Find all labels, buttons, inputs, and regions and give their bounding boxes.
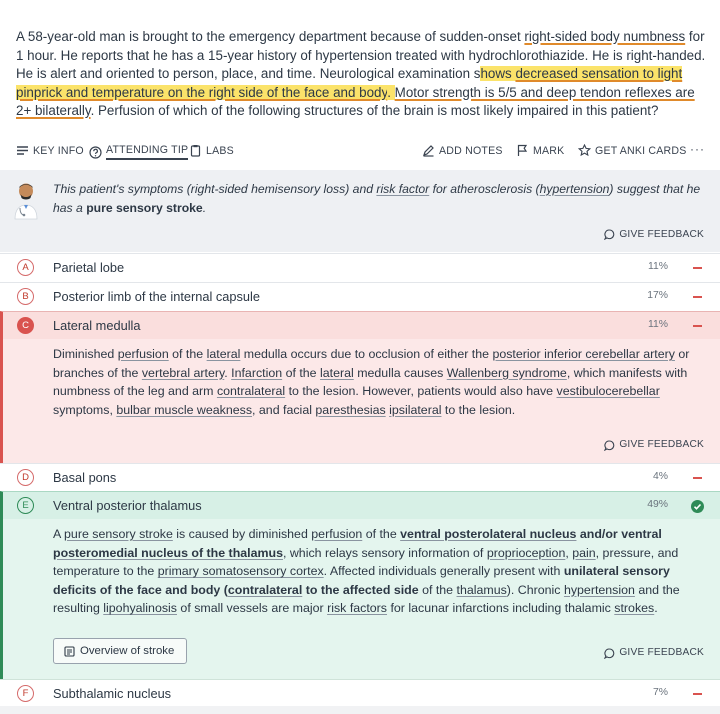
- question-toolbar: [16, 142, 704, 164]
- option-letter: D: [17, 469, 34, 486]
- flag-icon: [516, 144, 529, 157]
- stem-underlined-finding[interactable]: Motor strength is 5/5 and deep tendon reflexes are 2+ bilaterally: [16, 84, 695, 118]
- option-percent: 7%: [652, 687, 668, 698]
- article-icon: [64, 646, 75, 657]
- collapse-minus-icon[interactable]: [693, 267, 702, 269]
- expl-link[interactable]: hypertension: [563, 582, 635, 597]
- expl-link[interactable]: bulbar muscle weakness: [116, 402, 253, 417]
- expl-text: , pressure, and temperature to the: [53, 545, 679, 579]
- expl-text: medulla causes: [353, 365, 447, 380]
- labs-label: LABS: [206, 144, 234, 157]
- tip-text: for atherosclerosis (: [429, 182, 540, 196]
- option-letter: E: [17, 497, 34, 514]
- speech-bubble-icon: [604, 229, 615, 240]
- expl-link[interactable]: Infarction: [231, 365, 283, 380]
- stem-text: A 58-year-old man is brought to the emergency department because of sudden-onset: [16, 29, 525, 44]
- mark-label: MARK: [533, 144, 565, 157]
- answer-option-f[interactable]: [0, 679, 720, 707]
- option-text: Posterior limb of the internal capsule: [53, 289, 260, 304]
- key-info-label: KEY INFO: [33, 144, 84, 157]
- speech-bubble-icon: [604, 648, 615, 659]
- expl-link[interactable]: proprioception: [486, 545, 566, 560]
- give-feedback-label: GIVE FEEDBACK: [619, 229, 704, 240]
- expl-link[interactable]: pain: [572, 545, 596, 560]
- stem-highlight: hows: [480, 66, 516, 81]
- answer-option-a[interactable]: [0, 253, 720, 281]
- expl-text: for lacunar infarctions including thalamic: [387, 601, 615, 616]
- expl-link[interactable]: primary somatosensory cortex: [157, 564, 324, 579]
- expl-text: Diminished: [53, 347, 118, 361]
- give-feedback-button[interactable]: [604, 229, 704, 240]
- star-icon: [578, 144, 591, 157]
- expl-link[interactable]: lipohyalinosis: [103, 601, 177, 616]
- expl-text: . Affected individuals generally present with: [323, 564, 564, 579]
- expl-text: of the: [168, 347, 207, 361]
- tip-text: ) suggest that he has a: [53, 182, 701, 215]
- anki-cards-label: GET ANKI CARDS: [595, 144, 687, 157]
- tip-text: .: [202, 201, 207, 215]
- stem-text: for 1 hour. He reports that he has a 15-year history of hypertension treated with hydrochlorothiazide. He is right-handed. He is alert and oriented to person, place, and time. Neurological examination s: [16, 29, 706, 81]
- expl-link[interactable]: risk factors: [327, 601, 388, 616]
- expl-text: or branches of the: [53, 347, 690, 380]
- clipboard-icon: [189, 144, 202, 157]
- expl-bold-text: to the affected side: [302, 582, 419, 597]
- explanation-option-c: [0, 339, 720, 463]
- tip-bold-term: pure sensory stroke: [86, 201, 203, 215]
- mark-button[interactable]: [516, 144, 564, 157]
- attending-tip-panel: [0, 170, 720, 252]
- expl-text: , and facial: [252, 402, 316, 417]
- explanation-option-e: [0, 519, 720, 679]
- collapse-minus-icon[interactable]: [693, 477, 702, 479]
- option-text: Ventral posterior thalamus: [53, 498, 202, 513]
- correct-check-icon: [691, 500, 704, 513]
- expl-text: ,: [565, 545, 573, 560]
- expl-text: symptoms,: [53, 402, 117, 417]
- question-stem: [16, 28, 708, 121]
- answer-option-e[interactable]: [0, 491, 720, 519]
- tip-link[interactable]: risk factor: [376, 182, 430, 196]
- option-percent: 17%: [647, 290, 668, 301]
- expl-link[interactable]: vestibulocerebellar: [556, 384, 660, 399]
- attending-tip-button[interactable]: [89, 144, 188, 160]
- pencil-icon: [422, 144, 435, 157]
- tip-link[interactable]: hypertension: [539, 182, 610, 196]
- expl-bold-text: (: [220, 582, 228, 597]
- expl-link[interactable]: posterior inferior cerebellar artery: [492, 347, 675, 361]
- expl-link[interactable]: strokes: [614, 601, 655, 616]
- expl-text: of the: [282, 365, 321, 380]
- expl-link[interactable]: ipsilateral: [389, 402, 442, 417]
- option-text: Subthalamic nucleus: [53, 686, 172, 701]
- question-circle-icon: [89, 146, 102, 159]
- expl-text: of small vessels are major: [176, 601, 328, 616]
- question-text: [16, 28, 708, 121]
- expl-bold-text: and/or ventral: [576, 527, 662, 541]
- expl-link[interactable]: vertebral artery: [141, 365, 225, 380]
- give-feedback-label: GIVE FEEDBACK: [619, 647, 704, 658]
- expl-text: of the: [362, 527, 401, 541]
- collapse-minus-icon[interactable]: [693, 325, 702, 327]
- stem-highlighted-finding[interactable]: decreased sensation to light pinprick and temperature on the right side of the face and body: [16, 66, 683, 100]
- option-text: Lateral medulla: [53, 318, 141, 333]
- expl-text: of the: [418, 582, 457, 597]
- collapse-minus-icon[interactable]: [693, 693, 702, 695]
- give-feedback-button[interactable]: [604, 644, 704, 663]
- overview-button-label: Overview of stroke: [80, 644, 175, 657]
- answer-option-c[interactable]: [0, 311, 720, 339]
- option-percent: 4%: [652, 471, 668, 482]
- expl-link[interactable]: pure sensory stroke: [64, 527, 173, 541]
- stem-underlined-finding[interactable]: right-sided body numbness: [524, 29, 686, 44]
- expl-text: and the resulting: [53, 582, 680, 616]
- labs-button[interactable]: [189, 144, 234, 157]
- expl-text: A: [53, 527, 65, 541]
- doctor-avatar-icon: [12, 182, 40, 220]
- stem-highlight: .: [387, 84, 395, 100]
- option-letter: C: [17, 317, 34, 334]
- option-letter: A: [17, 259, 34, 276]
- expl-text: to the lesion.: [441, 402, 516, 417]
- expl-text: , which manifests with numbness of the leg and arm: [53, 365, 688, 399]
- expl-text: medulla occurs due to occlusion of either the: [240, 347, 493, 361]
- expl-bold-link[interactable]: ventral posterolateral nucleus: [400, 527, 577, 541]
- expl-link[interactable]: lateral: [320, 365, 354, 380]
- expl-bold-link[interactable]: contralateral: [227, 582, 303, 597]
- tip-text: This patient's symptoms (right-sided hemisensory loss) and: [53, 182, 377, 196]
- add-notes-label: ADD NOTES: [439, 144, 503, 157]
- attending-tip-label: ATTENDING TIP: [106, 144, 188, 160]
- option-text: Parietal lobe: [53, 260, 125, 275]
- explanation-text: [53, 525, 703, 618]
- option-letter: B: [17, 288, 34, 305]
- option-percent: 11%: [647, 319, 668, 330]
- expl-bold-link[interactable]: posteromedial nucleus of the thalamus: [53, 545, 283, 560]
- answer-option-b[interactable]: [0, 282, 720, 310]
- expl-bold-text: unilateral sensory deficits of the face and body: [53, 564, 670, 597]
- expl-text: , which relays sensory information of: [282, 545, 487, 560]
- add-notes-button[interactable]: [422, 144, 503, 157]
- expl-link[interactable]: perfusion: [117, 347, 169, 361]
- anki-cards-button[interactable]: [578, 144, 687, 157]
- expl-text: .: [224, 365, 232, 380]
- give-feedback-button[interactable]: [604, 436, 704, 455]
- option-letter: F: [17, 685, 34, 702]
- expl-link[interactable]: perfusion: [311, 527, 363, 541]
- option-text: Basal pons: [53, 470, 117, 485]
- option-percent: 49%: [647, 499, 668, 510]
- expl-text: ). Chronic: [506, 582, 564, 597]
- expl-link[interactable]: Wallenberg syndrome: [446, 365, 567, 380]
- key-info-button[interactable]: [16, 144, 84, 157]
- more-icon: ···: [690, 142, 705, 156]
- give-feedback-label: GIVE FEEDBACK: [619, 439, 704, 450]
- lines-icon: [16, 144, 29, 157]
- attending-tip-text: [53, 180, 703, 218]
- expl-link[interactable]: paresthesias: [315, 402, 386, 417]
- expl-text: to the lesion. However, patients would also have: [285, 384, 557, 399]
- expl-link[interactable]: thalamus: [456, 582, 507, 597]
- expl-text: is caused by diminished: [172, 527, 312, 541]
- overview-of-stroke-button[interactable]: [53, 638, 187, 664]
- stem-text: . Perfusion of which of the following structures of the brain is most likely impaired in this patient?: [90, 103, 659, 118]
- expl-text: .: [654, 601, 658, 616]
- explanation-text: [53, 345, 703, 419]
- expl-link[interactable]: contralateral: [216, 384, 286, 399]
- bottom-divider: [0, 706, 720, 714]
- more-options-button[interactable]: [690, 142, 705, 156]
- option-percent: 11%: [647, 261, 668, 272]
- collapse-minus-icon[interactable]: [693, 296, 702, 298]
- expl-link[interactable]: lateral: [206, 347, 241, 361]
- speech-bubble-icon: [604, 440, 615, 451]
- answer-option-d[interactable]: [0, 463, 720, 491]
